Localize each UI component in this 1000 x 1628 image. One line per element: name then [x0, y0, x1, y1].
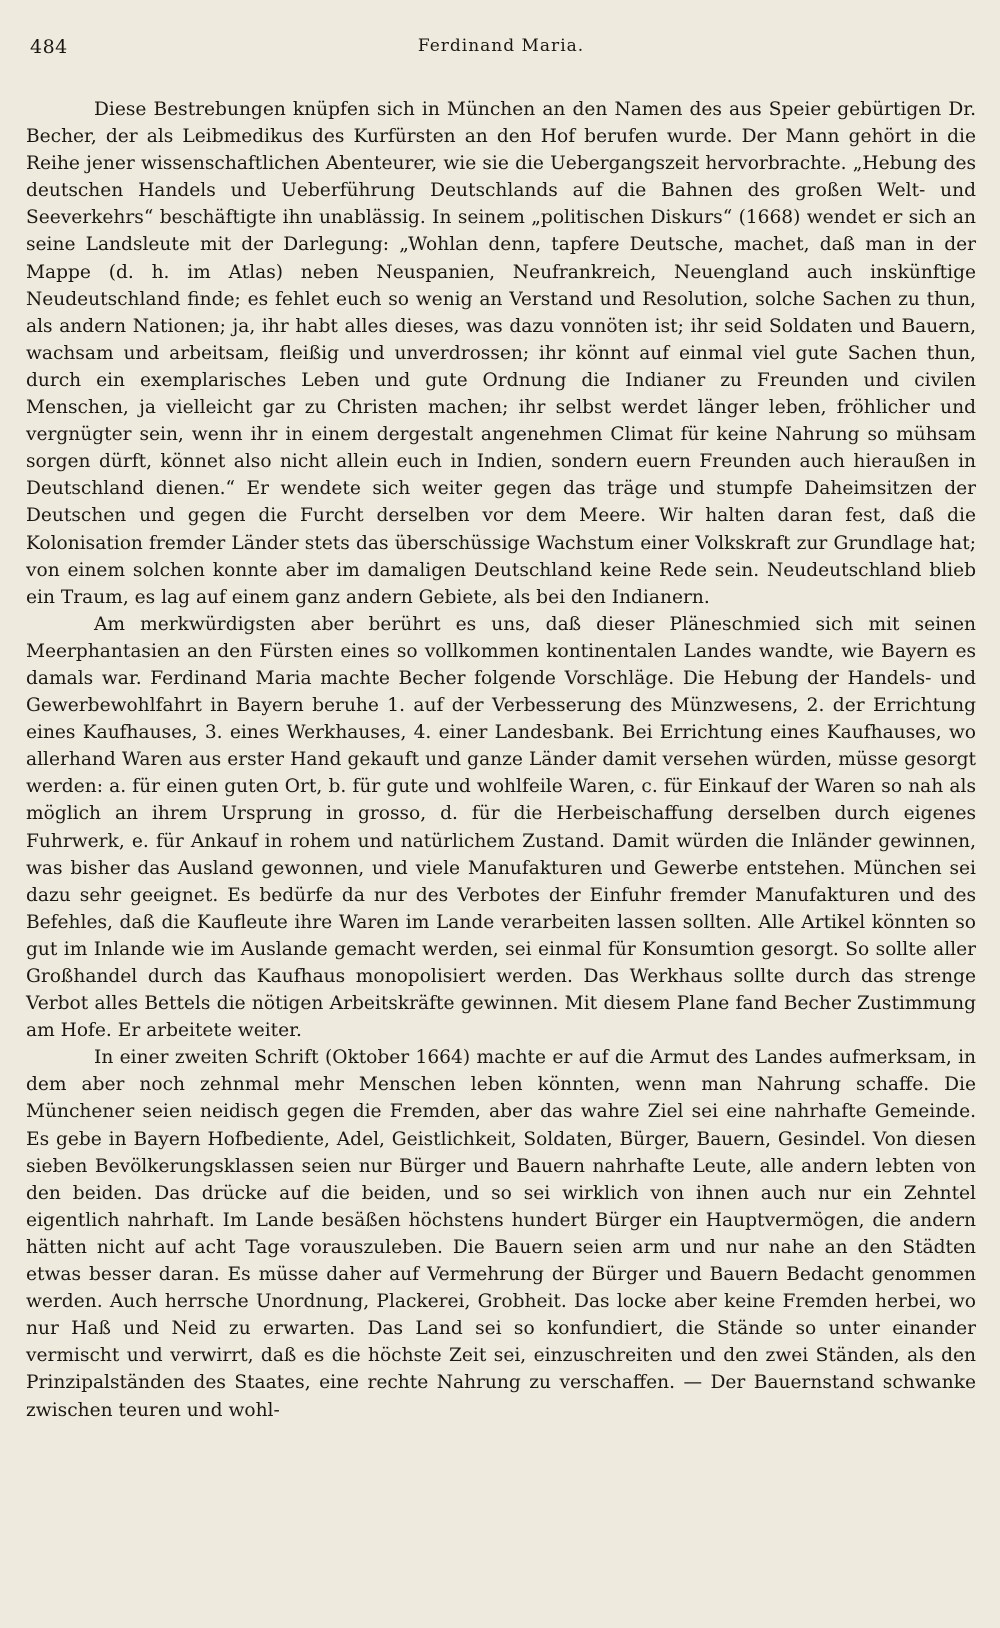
paragraph-2: Am merkwürdigsten aber berührt es uns, daß dieser Pläneschmied sich mit seinen Meerphantasien an den Fürsten eines so vollkommen kontinentalen Landes wandte, wie Bayern es damals war. Ferdinand Maria machte Becher folgende Vorschläge. Die Hebung der Handels- und Gewerbewohlfahrt in Bayern beruhe 1. auf der Verbesserung des Münzwesens, 2. der Errichtung eines Kaufhauses, 3. eines Werkhauses, 4. einer Landesbank. Bei Errichtung eines Kaufhauses, wo allerhand Waren aus erster Hand gekauft und ganze Länder damit versehen würden, müsse gesorgt werden: a. für einen guten Ort, b. für gute und wohlfeile Waren, c. für Einkauf der Waren so nah als möglich an ihrem Ursprung in grosso, d. für die Herbeischaffung derselben durch eigenes Fuhrwerk, e. für Ankauf in rohem und natürlichem Zustand. Damit würden die Inländer gewinnen, was bisher das Ausland gewonnen, und viele Manufakturen und Gewerbe entstehen. München sei dazu sehr geeignet. Es bedürfe da nur des Verbotes der Einfuhr fremder Manufakturen und des Befehles, daß die Kaufleute ihre Waren im Lande verarbeiten lassen sollten. Alle Artikel könnten so gut im Inlande wie im Auslande gemacht werden, sei einmal für Konsumtion gesorgt. So sollte aller Großhandel durch das Kaufhaus monopolisiert werden. Das Werkhaus sollte durch das strenge Verbot alles Bettels die nötigen Arbeitskräfte gewinnen. Mit diesem Plane fand Becher Zustimmung am Hofe. Er arbeitete weiter. [26, 613, 976, 1042]
page-number: 484 [30, 36, 68, 58]
running-title: Ferdinand Maria. [417, 36, 585, 56]
paragraph-3: In einer zweiten Schrift (Oktober 1664) machte er auf die Armut des Landes aufmerksam, in dem aber noch zehnmal mehr Menschen leben könnten, wenn man Nahrung schaffe. Die Münchener seien neidisch gegen die Fremden, aber das wahre Ziel sei eine nahrhafte Gemeinde. Es gebe in Bayern Hofbediente, Adel, Geistlichkeit, Soldaten, Bürger, Bauern, Gesindel. Von diesen sieben Bevölkerungsklassen seien nur Bürger und Bauern nahrhafte Leute, alle andern lebten von den beiden. Das drücke auf die beiden, und so sei wirklich von ihnen auch nur ein Zehntel eigentlich nahrhaft. Im Lande besäßen höchstens hundert Bürger ein Hauptvermögen, die andern hätten nicht auf acht Tage vorauszuleben. Die Bauern seien arm und nur nahe an den Städten etwas besser daran. Es müsse daher auf Vermehrung der Bürger und Bauern Bedacht genommen werden. Auch herrsche Unordnung, Plackerei, Grobheit. Das locke aber keine Fremden herbei, wo nur Haß und Neid zu erwarten. Das Land sei so konfundiert, die Stände so unter einander vermischt und verwirrt, daß es die höchste Zeit sei, einzuschreiten und den zwei Ständen, als den Prinzipalständen des Staates, eine rechte Nahrung zu verschaffen. — Der Bauernstand schwanke zwischen teuren und wohl- [26, 1047, 976, 1421]
paragraph-1: Diese Bestrebungen knüpfen sich in München an den Namen des aus Speier gebürtigen Dr. Becher, der als Leibmedikus des Kurfürsten an den Hof berufen wurde. Der Mann gehört in die Reihe jener wissenschaftlichen Abenteurer, wie sie die Uebergangszeit hervorbrachte. „Hebung des deutschen Handels und Ueberführung Deutschlands auf die Bahnen des großen Welt- und Seeverkehrs“ beschäftigte ihn unablässig. In seinem „politischen Diskurs“ (1668) wendet er sich an seine Landsleute mit der Darlegung: „Wohlan denn, tapfere Deutsche, machet, daß man in der Mappe (d. h. im Atlas) neben Neuspanien, Neufrankreich, Neuengland auch inskünftige Neudeutschland finde; es fehlet euch so wenig an Verstand und Resolution, solche Sachen zu thun, als andern Nationen; ja, ihr habt alles dieses, was dazu vonnöten ist; ihr seid Soldaten und Bauern, wachsam und arbeitsam, fleißig und unverdrossen; ihr könnt auf einmal viel gute Sachen thun, durch ein exemplarisches Leben und gute Ordnung die Indianer zu Freunden und civilen Menschen, ja vielleicht gar zu Christen machen; ihr selbst werdet länger leben, fröhlicher und vergnügter sein, wenn ihr in einem dergestalt angenehmen Climat für keine Nahrung so mühsam sorgen dürft, könnet also nicht allein euch in Indien, sondern euern Freunden auch hieraußen in Deutschland dienen.“ Er wendete sich weiter gegen das träge und stumpfe Daheimsitzen der Deutschen und gegen die Furcht derselben vor dem Meere. Wir halten daran fest, daß die Kolonisation fremder Länder stets das überschüssige Wachstum einer Volkskraft zur Grundlage hat; von einem solchen konnte aber im damaligen Deutschland keine Rede sein. Neudeutschland blieb ein Traum, es lag auf einem ganz andern Gebiete, als bei den Indianern. [26, 99, 976, 608]
page-header [26, 36, 976, 64]
body-text [26, 96, 976, 1424]
